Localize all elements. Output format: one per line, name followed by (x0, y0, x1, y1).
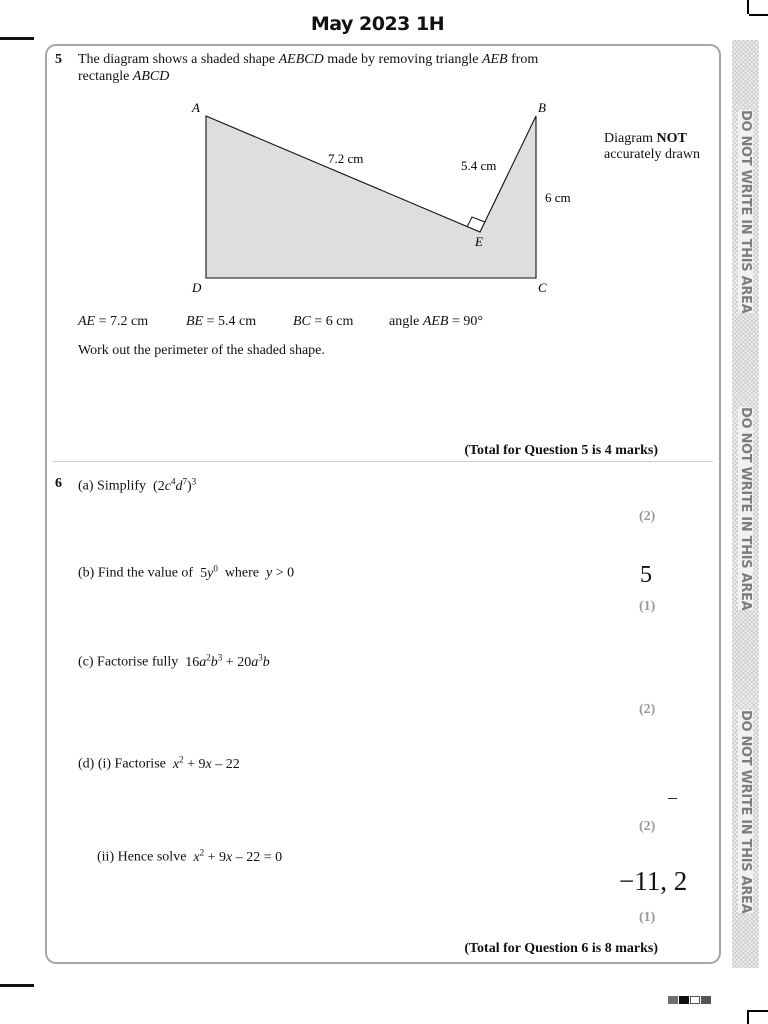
question-6b-where: where (224, 565, 260, 581)
registration-mark-4 (701, 996, 711, 1004)
diagram-not-accurate-note-line-1 (604, 131, 687, 147)
registration-mark-3 (690, 996, 700, 1004)
intro-rectangle-name: ABCD (132, 69, 170, 84)
note-bold-not: NOT (656, 131, 687, 146)
question-6d-i-expression: $x^2 + 9x - 22$ (172, 754, 240, 772)
page-title: May 2023 1H (310, 13, 445, 35)
question-6c (78, 652, 270, 671)
vertex-label-e: E (475, 234, 483, 249)
question-6b-answer[interactable]: 5 (640, 562, 652, 588)
intro-text: The diagram shows a shaded shape (78, 52, 279, 67)
fact-angle-value: = 90° (448, 314, 483, 329)
question-6c-expression: $16a^2b^3 + 20a^3b$ (185, 652, 270, 670)
length-label-bc: 6 cm (545, 190, 571, 205)
question-divider (53, 461, 713, 462)
vertex-label-c: C (538, 280, 547, 295)
fact-bc-value: = 6 cm (310, 314, 354, 329)
intro-text: made by removing triangle (323, 52, 482, 67)
question-6d-ii (97, 847, 282, 866)
margin-warning-1: DO NOT WRITE IN THIS AREA (738, 110, 753, 314)
fact-angle-aeb (389, 314, 483, 330)
shaded-shape-aebcd (206, 116, 536, 278)
margin-warning-3: DO NOT WRITE IN THIS AREA (738, 710, 753, 914)
intro-text: from (507, 52, 539, 67)
question-6a-marks: (2) (639, 509, 656, 524)
question-6b (78, 563, 294, 582)
question-5-number: 5 (55, 52, 62, 67)
diagram-not-accurate-note-line-2: accurately drawn (604, 147, 700, 162)
question-6c-marks: (2) (639, 702, 656, 717)
fact-be-value: = 5.4 cm (203, 314, 257, 329)
question-6a (78, 476, 196, 495)
vertex-label-b: B (538, 100, 546, 115)
fact-bc (293, 314, 353, 330)
question-6d-i-answer[interactable]: – (668, 787, 677, 807)
question-6b-expression: $5y^0$ (200, 563, 218, 581)
intro-text: rectangle (78, 69, 133, 84)
fact-angle-var: AEB (422, 314, 449, 329)
question-6b-marks: (1) (639, 599, 656, 614)
question-6d-ii-expression: $x^2 + 9x - 22 = 0$ (193, 847, 283, 865)
question-6b-label: (b) Find the value of (78, 565, 194, 581)
intro-triangle-name: AEB (481, 52, 508, 67)
question-6c-label: (c) Factorise fully (78, 654, 179, 670)
question-6d-i-marks: (2) (639, 819, 656, 834)
margin-warning-2: DO NOT WRITE IN THIS AREA (738, 407, 753, 611)
question-6d-i-label: (d) (i) Factorise (78, 756, 166, 772)
question-5-total: (Total for Question 5 is 4 marks) (464, 443, 658, 458)
fact-ae-value: = 7.2 cm (95, 314, 149, 329)
fact-ae-var: AE (78, 314, 96, 329)
vertex-label-a: A (192, 100, 200, 115)
question-6b-condition: y > 0 (266, 565, 295, 581)
fact-bc-var: BC (293, 314, 311, 329)
question-6d-ii-answer[interactable]: −11, 2 (619, 866, 688, 896)
fact-be-var: BE (186, 314, 204, 329)
length-label-be: 5.4 cm (461, 158, 497, 173)
question-6a-label: (a) Simplify (78, 478, 147, 494)
intro-shape-name: AEBCD (278, 52, 324, 67)
question-6d-ii-label: (ii) Hence solve (97, 849, 187, 865)
fact-be (186, 314, 256, 330)
note-text: Diagram (604, 131, 657, 146)
corner-mark-bottom-right-h (749, 1010, 768, 1012)
question-5-instruction: Work out the perimeter of the shaded shape. (78, 343, 325, 358)
question-6-total: (Total for Question 6 is 8 marks) (464, 941, 658, 956)
question-6a-expression: $(2c^4d^7)^3$ (153, 476, 197, 494)
corner-mark-bottom-right (747, 1010, 749, 1024)
vertex-label-d: D (192, 280, 202, 295)
registration-mark-2 (679, 996, 689, 1004)
registration-mark-1 (668, 996, 678, 1004)
right-angle-marker (467, 217, 485, 227)
fact-angle-prefix: angle (389, 314, 423, 329)
question-6-number: 6 (55, 476, 62, 491)
question-6d-ii-marks: (1) (639, 910, 656, 925)
question-6d-i (78, 754, 240, 773)
length-label-ae: 7.2 cm (328, 151, 364, 166)
fact-ae (78, 314, 148, 330)
left-edge-tick-bottom (0, 984, 34, 987)
